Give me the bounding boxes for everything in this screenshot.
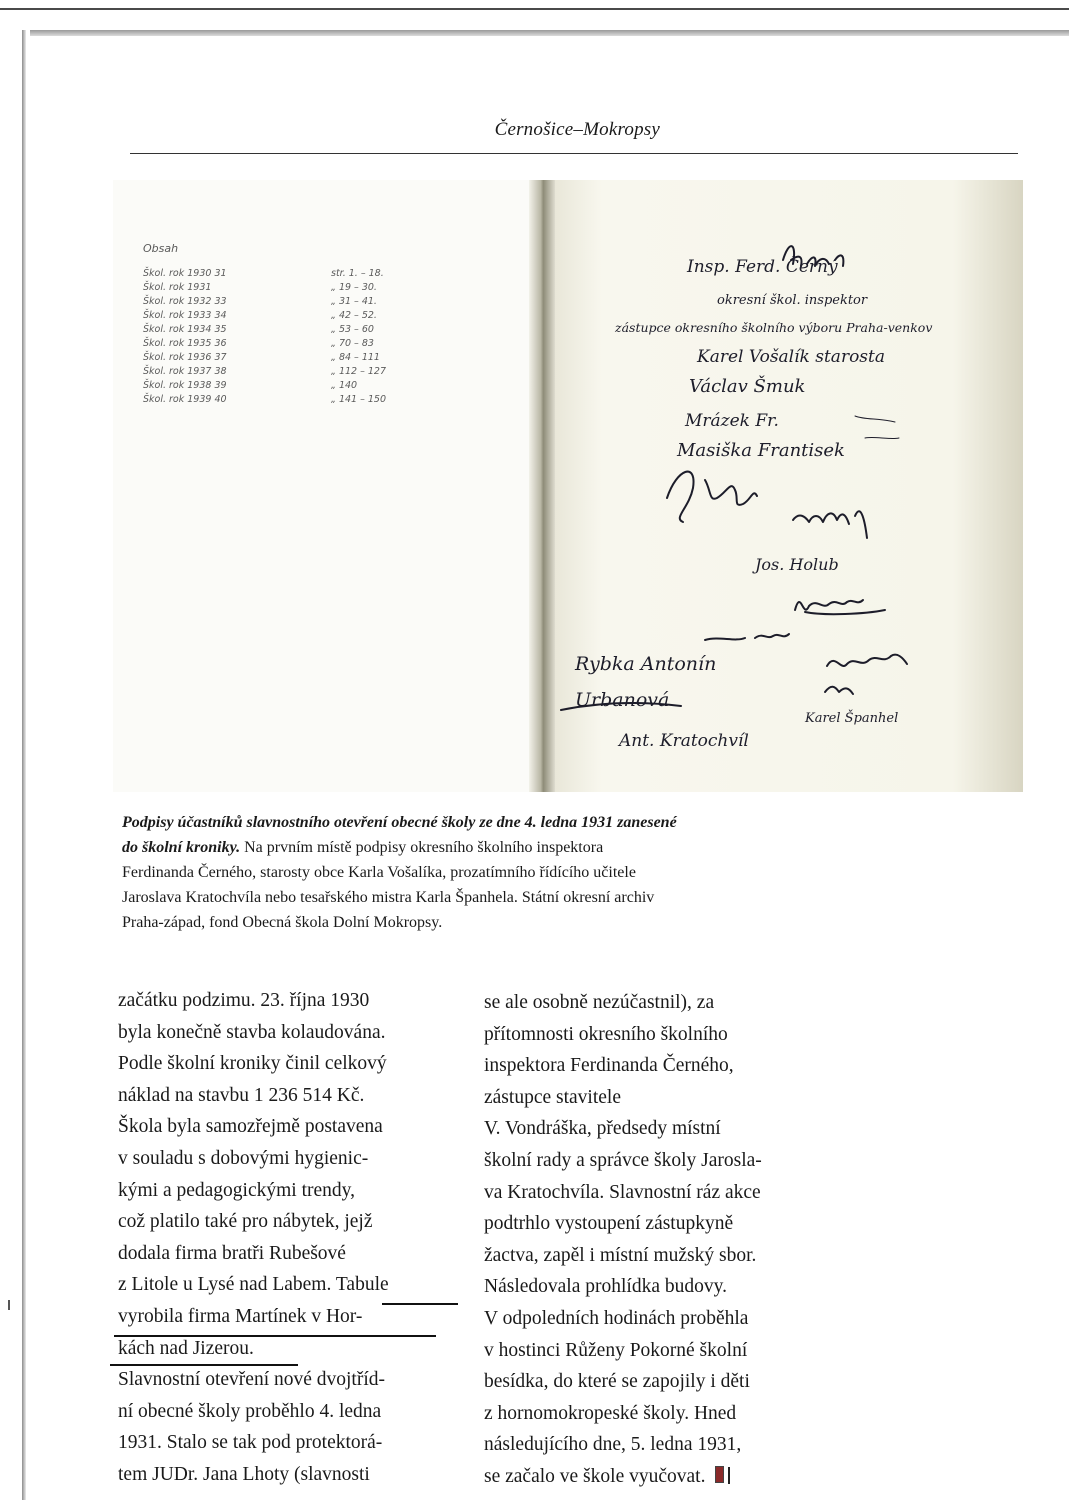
body-text-line: vyrobila firma Martínek v Hor- bbox=[118, 1305, 363, 1327]
body-text-line: V odpoledních hodinách proběhla bbox=[484, 1307, 749, 1329]
signature-12: Ant. Kratochvíl bbox=[619, 731, 749, 751]
body-text-line: tem JUDr. Jana Lhoty (slavnosti bbox=[118, 1463, 370, 1485]
header-rule bbox=[130, 153, 1018, 154]
contents-item: Škol. rok 1936 37 bbox=[143, 352, 227, 363]
scan-top-edge bbox=[0, 8, 1069, 10]
body-text-line: dodala firma bratři Rubešové bbox=[118, 1242, 346, 1264]
signature-5: Václav Šmuk bbox=[689, 376, 806, 397]
body-text-line: kými a pedagogickými trendy, bbox=[118, 1179, 356, 1201]
contents-rows bbox=[143, 267, 413, 407]
text-column-right bbox=[484, 987, 844, 1493]
body-text-line: žactva, zapěl i místní mužský sbor. bbox=[484, 1244, 757, 1266]
scan-shadow bbox=[30, 30, 1069, 36]
contents-item: Škol. rok 1933 34 bbox=[143, 310, 227, 321]
contents-pages: „ 84 – 111 bbox=[331, 352, 380, 363]
handwritten-underline bbox=[382, 1303, 458, 1305]
body-text-line: v hostinci Růženy Pokorné školní bbox=[484, 1339, 748, 1361]
caption-line-2: do školní kroniky. Na prvním místě podpisy okresního školního inspektora bbox=[122, 839, 604, 856]
body-text-line: z Litole u Lysé nad Labem. Tabule bbox=[118, 1274, 389, 1296]
contents-list bbox=[143, 242, 413, 407]
body-text-line: což platilo také pro nábytek, jejž bbox=[118, 1211, 373, 1233]
caption-line-4: Jaroslava Kratochvíla nebo tesařského mistra Karla Španhela. Státní okresní archiv bbox=[122, 889, 655, 906]
body-text-line: Podle školní kroniky činil celkový bbox=[118, 1053, 387, 1075]
signature-line-1: Insp. Ferd. Černý bbox=[687, 257, 838, 277]
body-text-line: Následovala prohlídka budovy. bbox=[484, 1276, 727, 1298]
body-text-line: školní rady a správce školy Jarosla- bbox=[484, 1149, 762, 1171]
contents-row bbox=[143, 379, 413, 393]
figure-caption bbox=[122, 810, 837, 935]
body-text-line: ní obecné školy proběhlo 4. ledna bbox=[118, 1400, 382, 1422]
contents-row bbox=[143, 323, 413, 337]
contents-pages: „ 140 bbox=[331, 380, 358, 391]
contents-item: Škol. rok 1937 38 bbox=[143, 366, 227, 377]
body-text-line: inspektora Ferdinanda Černého, bbox=[484, 1055, 734, 1077]
signature-line-3: zástupce okresního školního výboru Praha-venkov bbox=[615, 320, 933, 335]
contents-pages: str. 1. – 18. bbox=[331, 268, 384, 279]
signature-11: Urbanová bbox=[575, 689, 670, 711]
signature-10: Rybka Antonín bbox=[575, 653, 717, 675]
end-bar-icon bbox=[728, 1467, 730, 1484]
contents-item: Škol. rok 1939 40 bbox=[143, 394, 227, 405]
contents-row bbox=[143, 393, 413, 407]
signatures-drawing bbox=[555, 180, 1023, 792]
book-spine bbox=[529, 180, 555, 792]
body-text-line: Škola byla samozřejmě postavena bbox=[118, 1116, 383, 1138]
contents-row bbox=[143, 351, 413, 365]
contents-pages: „ 112 – 127 bbox=[331, 366, 386, 377]
body-text-line: z hornomokropeské školy. Hned bbox=[484, 1402, 737, 1424]
handwritten-underline bbox=[110, 1364, 298, 1366]
body-text-line: va Kratochvíla. Slavnostní ráz akce bbox=[484, 1181, 761, 1203]
caption-line-5: Praha-západ, fond Obecná škola Dolní Mokropsy. bbox=[122, 914, 443, 931]
body-text-line: 1931. Stalo se tak pod protektorá- bbox=[118, 1432, 383, 1454]
signature-6: Mrázek Fr. bbox=[685, 411, 779, 431]
contents-item: Škol. rok 1938 39 bbox=[143, 380, 227, 391]
end-of-article-icon bbox=[715, 1466, 724, 1483]
body-text-line: přítomnosti okresního školního bbox=[484, 1023, 728, 1045]
contents-pages: „ 19 – 30. bbox=[331, 282, 377, 293]
running-head: Černošice–Mokropsy bbox=[494, 119, 660, 140]
body-text-line: Slavnostní otevření nové dvojtříd- bbox=[118, 1369, 386, 1391]
signature-line-2: okresní škol. inspektor bbox=[717, 293, 868, 308]
caption-line-3: Ferdinanda Černého, starosty obce Karla Vošalíka, prozatímního řídícího učitele bbox=[122, 864, 636, 881]
chronicle-right-page bbox=[555, 180, 1023, 792]
contents-row bbox=[143, 337, 413, 351]
contents-row bbox=[143, 281, 413, 295]
contents-row bbox=[143, 267, 413, 281]
body-text-line: náklad na stavbu 1 236 514 Kč. bbox=[118, 1084, 365, 1106]
body-text-line: v souladu s dobovými hygienic- bbox=[118, 1147, 369, 1169]
contents-item: Škol. rok 1930 31 bbox=[143, 268, 227, 279]
body-text-line: besídka, do které se zapojily i děti bbox=[484, 1371, 750, 1393]
caption-line-1: Podpisy účastníků slavnostního otevření obecné školy ze dne 4. ledna 1931 zanesené bbox=[122, 814, 677, 831]
scan-mark bbox=[8, 1300, 10, 1310]
contents-item: Škol. rok 1935 36 bbox=[143, 338, 227, 349]
contents-row bbox=[143, 365, 413, 379]
contents-pages: „ 42 – 52. bbox=[331, 310, 377, 321]
body-text-line: následujícího dne, 5. ledna 1931, bbox=[484, 1434, 742, 1456]
contents-pages: „ 70 – 83 bbox=[331, 338, 374, 349]
body-text-line: se začalo ve škole vyučovat. bbox=[484, 1461, 844, 1493]
body-text-line: začátku podzimu. 23. října 1930 bbox=[118, 990, 370, 1011]
text-column-left bbox=[118, 985, 478, 1491]
contents-item: Škol. rok 1931 bbox=[143, 282, 212, 293]
body-text-line: zástupce stavitele bbox=[484, 1086, 621, 1108]
signature-9: Jos. Holub bbox=[755, 555, 839, 574]
signature-13: Karel Španhel bbox=[805, 711, 899, 726]
chronicle-left-page bbox=[113, 180, 529, 792]
contents-row bbox=[143, 295, 413, 309]
contents-item: Škol. rok 1932 33 bbox=[143, 296, 227, 307]
body-text-line: podtrhlo vystoupení zástupkyně bbox=[484, 1213, 734, 1235]
handwritten-underline bbox=[114, 1335, 436, 1337]
signature-7: Masiška Frantisek bbox=[677, 440, 845, 461]
signature-4: Karel Vošalík starosta bbox=[697, 347, 885, 367]
contents-row bbox=[143, 309, 413, 323]
contents-item: Škol. rok 1934 35 bbox=[143, 324, 227, 335]
body-text-line: kách nad Jizerou. bbox=[118, 1337, 254, 1359]
contents-pages: „ 31 – 41. bbox=[331, 296, 377, 307]
scan-left-edge bbox=[22, 30, 26, 1500]
body-text-line: byla konečně stavba kolaudována. bbox=[118, 1021, 386, 1043]
body-text-line: V. Vondráška, předsedy místní bbox=[484, 1118, 721, 1140]
contents-pages: „ 141 – 150 bbox=[331, 394, 386, 405]
body-text-line: se ale osobně nezúčastnil), za bbox=[484, 992, 715, 1013]
contents-pages: „ 53 – 60 bbox=[331, 324, 374, 335]
chronicle-photo bbox=[113, 180, 1023, 792]
contents-title: Obsah bbox=[143, 242, 179, 255]
